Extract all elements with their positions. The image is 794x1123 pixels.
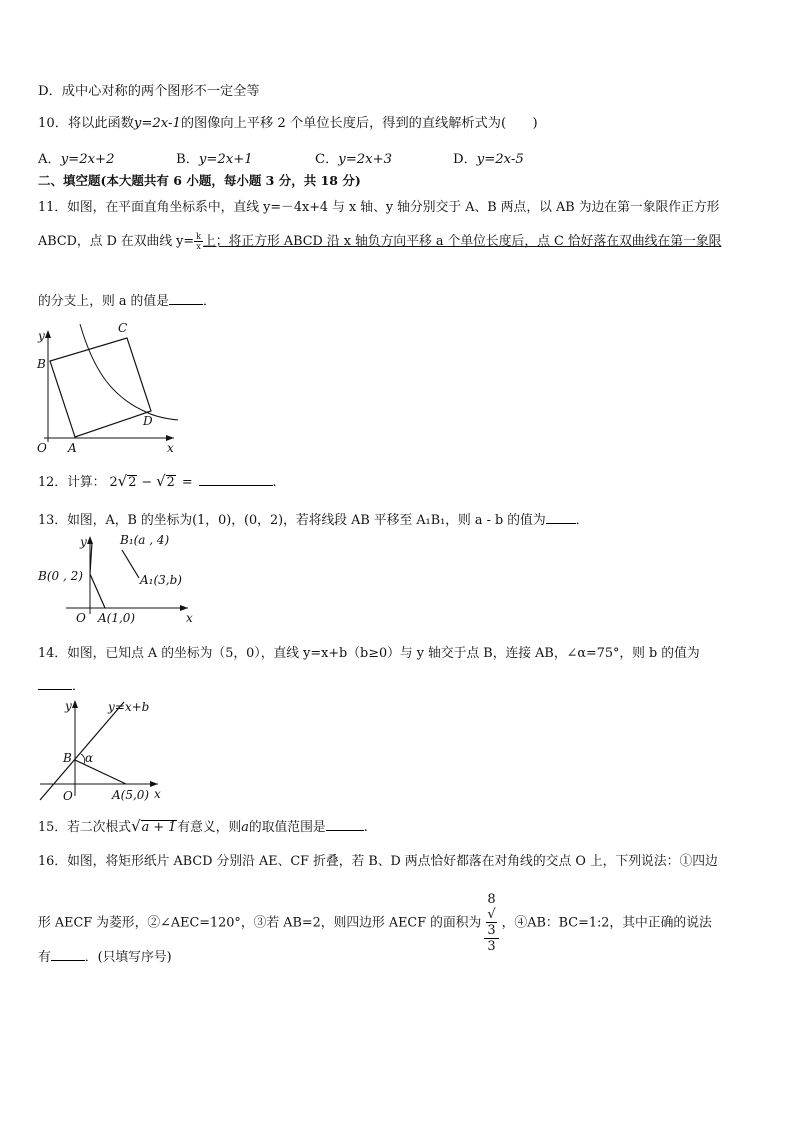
q11-line2-a: ABCD，点 D 在双曲线 y=	[38, 234, 195, 249]
q16-line1: 16．如图，将矩形纸片 ABCD 分别沿 AE、CF 折叠，若 B、D 两点恰好都落在对角线的交点 O 上，下列说法：①四边	[38, 854, 718, 869]
q11-label-d: D	[143, 414, 153, 428]
q11-line2	[38, 232, 721, 251]
q16-frac-radicand: 3	[487, 923, 496, 938]
q14-figure	[34, 696, 166, 806]
q10-option-c-value: y=2x+3	[338, 152, 393, 167]
q12-answer-blank[interactable]	[199, 473, 273, 486]
q16-frac-num-coef: 8	[487, 892, 496, 907]
q15-suffix: 的取值范围是	[248, 820, 326, 835]
q11-label-o: O	[37, 441, 47, 455]
q12-line	[38, 473, 277, 491]
q11-line3-text: 的分支上，则 a 的值是	[38, 294, 169, 309]
q11-label-c: C	[118, 321, 128, 335]
q9-option-d: D．成中心对称的两个图形不一定全等	[38, 84, 260, 99]
q10-func: y=2x-1	[133, 116, 181, 131]
q11-label-b: B	[37, 357, 46, 371]
q10-option-b	[176, 148, 253, 167]
q11-line3-end: ．	[202, 294, 216, 309]
q11-frac-num: k	[196, 232, 201, 241]
q12-coef: 2	[109, 475, 118, 490]
q14-label-alpha: α	[85, 751, 94, 765]
q14-label-line: y=x+b	[108, 700, 150, 714]
q10-option-b-value: y=2x+1	[198, 152, 253, 167]
q13-segment-ab	[90, 574, 105, 608]
q10-option-d-label: D．	[453, 152, 477, 167]
q13-line	[38, 511, 588, 529]
q11-label-x: x	[167, 441, 174, 455]
q11-label-a: A	[68, 441, 77, 455]
q16-frac-num	[484, 892, 498, 939]
q16-fraction	[484, 892, 498, 954]
q12-radical-2: √	[156, 472, 166, 490]
q12-radicand-2: 2	[166, 475, 175, 490]
q12-radical-1: √	[117, 472, 128, 490]
q16-answer-blank[interactable]	[51, 948, 85, 961]
q15-line	[38, 818, 368, 836]
q14-label-y: y	[65, 699, 72, 713]
q10-option-b-label: B．	[176, 152, 199, 167]
q13-end: ．	[575, 513, 589, 528]
q11-line1: 11．如图，在平面直角坐标系中，直线 y=－4x+4 与 x 轴、y 轴分别交于 A、B 两点，以 AB 为边在第一象限作正方形	[38, 200, 720, 215]
q10-option-a-label: A．	[38, 152, 61, 167]
q10-option-d-value: y=2x-5	[476, 152, 524, 167]
q11-answer-blank[interactable]	[169, 292, 203, 305]
q11-label-y: y	[38, 329, 45, 343]
q12-end: .	[272, 475, 277, 490]
q14-line1: 14．如图，已知点 A 的坐标为（5，0），直线 y=x+b（b≥0）与 y 轴交于点 B，连接 AB，∠α=75°，则 b 的值为	[38, 646, 700, 661]
q14-end: ．	[72, 679, 85, 694]
q14-label-o: O	[63, 789, 73, 803]
q11-square	[50, 338, 151, 437]
q10-option-a	[38, 148, 115, 167]
q13-label-b1: B₁(a , 4)	[120, 533, 170, 547]
q15-var: a	[241, 820, 249, 835]
q11-fraction	[194, 232, 203, 251]
q11-hyperbola	[80, 324, 178, 420]
q13-label-x: x	[186, 611, 193, 625]
q10-option-c	[315, 148, 392, 167]
q16-line3	[38, 948, 172, 966]
q13-label-y: y	[80, 535, 87, 549]
q15-radical: √	[131, 817, 141, 835]
q10-stem-suffix: 的图像向上平移 2 个单位长度后，得到的直线解析式为( )	[180, 116, 538, 131]
q14-label-x: x	[154, 787, 161, 801]
q16-frac-den: 3	[487, 939, 496, 954]
q10-option-a-value: y=2x+2	[60, 152, 115, 167]
q16-frac-radical: √	[487, 907, 496, 922]
q14-line-y-x-b	[40, 702, 124, 800]
q13-label-o: O	[76, 611, 86, 625]
q11-line2-b: 上；将正方形 ABCD 沿 x 轴负方向平移 a 个单位长度后，点 C 恰好落在双曲线在第一象限	[203, 234, 722, 249]
q10-option-c-label: C．	[315, 152, 339, 167]
section-heading: 二、填空题(本大题共有 6 小题，每小题 3 分，共 18 分)	[38, 173, 361, 188]
q12-equals: =	[181, 475, 193, 490]
q14-label-a: A(5,0)	[112, 788, 150, 802]
q10-stem-prefix: 10．将以此函数	[38, 116, 134, 131]
q13-label-b: B(0 , 2)	[38, 569, 83, 583]
q13-answer-blank[interactable]	[546, 511, 576, 524]
q10-option-d	[453, 148, 524, 167]
q11-line3	[38, 292, 216, 310]
q11-y-arrow	[45, 330, 51, 338]
q16-line2	[38, 892, 712, 954]
q15-answer-blank[interactable]	[326, 818, 364, 831]
q13-label-a: A(1,0)	[98, 611, 136, 625]
q13-text: 13．如图，A，B 的坐标为(1，0)，(0，2)，若将线段 AB 平移至 A₁B₁，则 a - b 的值为	[38, 513, 546, 528]
q12-minus: −	[141, 475, 153, 490]
q14-y-arrow	[72, 700, 78, 708]
q15-prefix: 15．若二次根式	[38, 820, 132, 835]
q15-radicand: a + 1	[141, 820, 177, 835]
q16-line2-b: ，④AB：BC=1:2，其中正确的说法	[501, 915, 712, 931]
q11-frac-den: x	[196, 242, 201, 251]
q13-segment-a1b1	[122, 550, 139, 578]
q13-label-a1: A₁(3,b)	[140, 573, 182, 587]
q11-figure	[34, 318, 184, 458]
q12-radicand-1: 2	[128, 475, 137, 490]
q16-line3-a: 有	[38, 950, 51, 965]
q14-segment-ab	[75, 760, 126, 784]
q16-line2-a: 形 AECF 为菱形，②∠AEC=120°，③若 AB=2，则四边形 AECF 的面积为	[38, 915, 482, 931]
q14-line2	[38, 677, 85, 695]
q14-label-b: B	[63, 751, 72, 765]
q16-line3-b: ．(只填写序号)	[84, 950, 172, 965]
q12-prefix: 12．计算：	[38, 475, 106, 490]
q13-figure	[36, 530, 196, 630]
q15-end: .	[363, 820, 368, 835]
q15-middle: 有意义，则	[177, 820, 242, 835]
q10-stem	[38, 116, 538, 132]
q14-answer-blank[interactable]	[38, 677, 72, 690]
